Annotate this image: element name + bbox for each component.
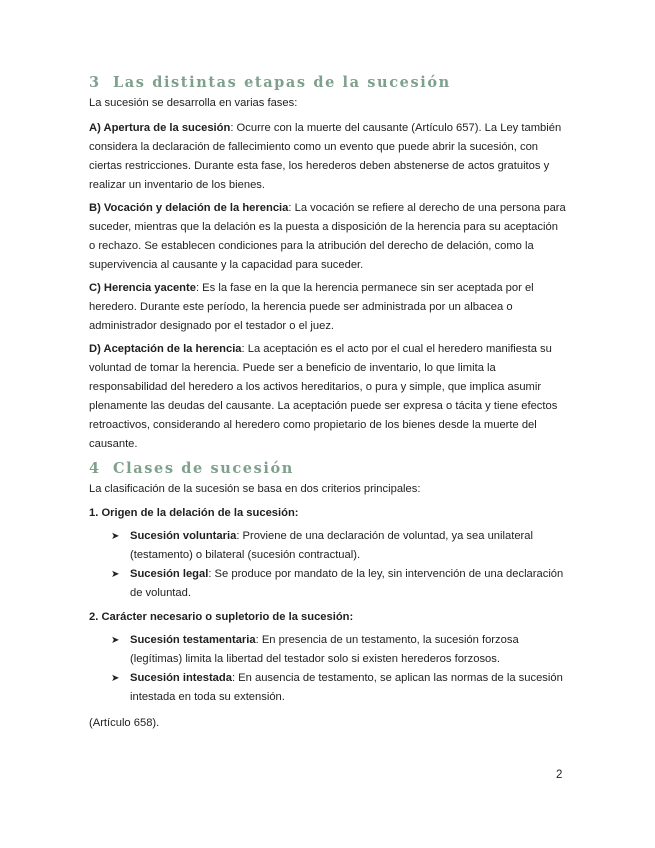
list-item: [89, 669, 567, 707]
phase-label: D) Aceptación de la herencia: [89, 343, 242, 355]
item-label: Sucesión intestada: [130, 672, 232, 684]
section-4-title: Clases de sucesión: [113, 460, 294, 477]
section-4-intro: La clasificación de la sucesión se basa en dos criterios principales:: [89, 483, 421, 495]
phase-text: : Ocurre con la muerte del causante (Artículo 657). La Ley también considera la declaración de fallecimiento como un evento que puede abrir la sucesión, con ciertas restricciones. Durante esta fase, los herederos deben abstenerse de actos gratuitos y realizar un inventario de los bienes.: [89, 122, 562, 191]
item-text: : Se produce por mandato de la ley, sin intervención de una declaración de voluntad.: [130, 568, 564, 599]
phase-label: C) Herencia yacente: [89, 282, 196, 294]
list-item: [89, 565, 567, 603]
phase-paragraph-c: [89, 279, 567, 336]
section-3-intro: La sucesión se desarrolla en varias fases:: [89, 97, 298, 109]
phase-text: : La vocación se refiere al derecho de una persona para suceder, mientras que la delación es la puesta a disposición de la herencia para su aceptación o rechazo. Se establecen condiciones para la atribución del derecho de delación, como la supervivencia al causante y la capacidad para suceder.: [89, 202, 566, 271]
phase-label: B) Vocación y delación de la herencia: [89, 202, 289, 214]
criterion-list-2: [89, 631, 567, 707]
item-label: Sucesión testamentaria: [130, 634, 256, 646]
phase-label: A) Apertura de la sucesión: [89, 122, 231, 134]
section-3-title: Las distintas etapas de la sucesión: [113, 74, 451, 91]
section-3-heading: [89, 72, 567, 94]
criterion-heading-2: 2. Carácter necesario o supletorio de la sucesión:: [89, 611, 354, 623]
criterion-heading-1: 1. Origen de la delación de la sucesión:: [89, 507, 299, 519]
section-3-number: 3: [89, 74, 101, 91]
item-text: : En ausencia de testamento, se aplican las normas de la sucesión intestada en toda su extensión.: [130, 672, 563, 703]
section-4-heading: [89, 458, 567, 480]
phase-text: : Es la fase en la que la herencia permanece sin ser aceptada por el heredero. Durante este período, la herencia puede ser administrada por un albacea o administrador designado por el testador o el juez.: [89, 282, 534, 332]
item-label: Sucesión voluntaria: [130, 530, 237, 542]
arrowhead-bullet-icon: ➤: [111, 673, 120, 684]
arrowhead-bullet-icon: ➤: [111, 569, 120, 580]
list-item: [89, 631, 567, 669]
criterion-list-1: [89, 527, 567, 603]
article-reference: (Artículo 658).: [89, 717, 160, 729]
arrowhead-bullet-icon: ➤: [111, 635, 120, 646]
list-item: [89, 527, 567, 565]
item-label: Sucesión legal: [130, 568, 209, 580]
phase-paragraph-d: [89, 340, 567, 454]
page-number: 2: [556, 769, 563, 781]
section-4-number: 4: [89, 460, 101, 477]
phase-paragraph-b: [89, 199, 567, 275]
item-text: : Proviene de una declaración de voluntad, ya sea unilateral (testamento) o bilateral (sucesión contractual).: [130, 530, 533, 561]
phase-paragraph-a: [89, 119, 567, 195]
item-text: : En presencia de un testamento, la sucesión forzosa (legítimas) limita la libertad del testador solo si existen herederos forzosos.: [130, 634, 519, 665]
phase-text: : La aceptación es el acto por el cual el heredero manifiesta su voluntad de tomar la herencia. Puede ser a beneficio de inventario, lo que limita la responsabilidad del heredero a los activos hereditarios, o pura y simple, que implica asumir plenamente las deudas del causante. La aceptación puede ser expresa o tácita y tiene efectos retroactivos, considerando al heredero como propietario de los bienes desde la muerte del causante.: [89, 343, 558, 450]
arrowhead-bullet-icon: ➤: [111, 531, 120, 542]
document-page: [89, 72, 567, 733]
